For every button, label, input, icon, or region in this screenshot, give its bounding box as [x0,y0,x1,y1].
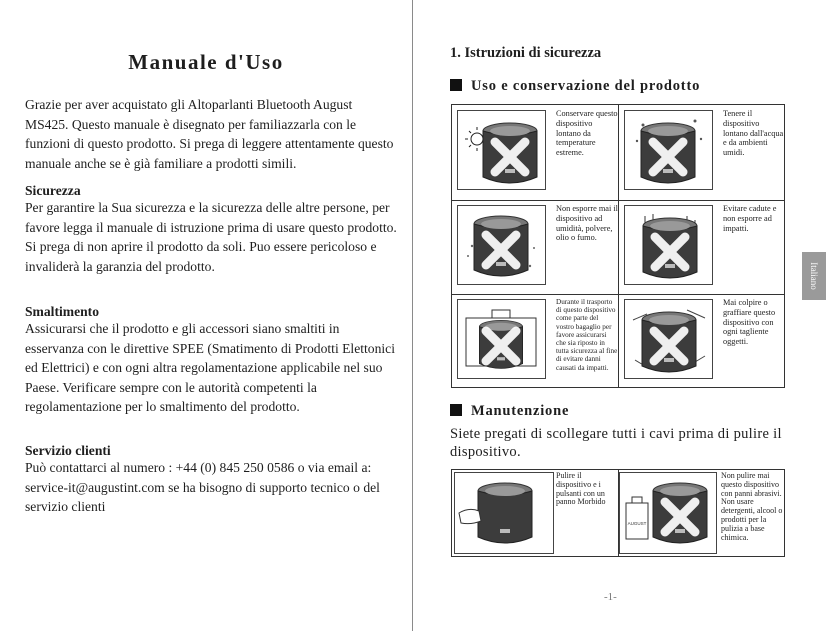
maintenance-heading-text: Manutenzione [471,403,570,419]
safety-cell-dust [452,200,619,295]
page-divider [412,0,413,631]
chemicals-illustration [619,472,717,554]
scratch-illustration [624,299,713,379]
safety-cell-luggage [452,294,619,389]
service-text: Può contattarci al numero : +44 (0) 845 250 0586 o via email a: service-it@augustint.com se ha bisogno di supporto tecnico o del servizio clienti [25,460,380,515]
use-heading [450,78,700,95]
bottle-label: AUGUST [627,521,647,526]
disposal-heading: Smaltimento [25,304,100,319]
safety-cell-water [619,105,786,200]
service-heading: Servizio clienti [25,443,111,458]
section-title: 1. Istruzioni di sicurezza [450,45,602,61]
dust-illustration [457,205,546,285]
caption-luggage: Durante il trasporto di questo dispositivo come parte del vostro bagaglio per favore assicurarsi che sia riposto in tutta sicurezza al fine di evitare danni causati da impatti. [556,298,618,372]
square-bullet-icon [450,79,462,91]
caption-dust: Non esporre mai il dispositivo ad umidità, polvere, olio o fumo. [556,204,618,243]
safety-cell-scratch [619,294,786,389]
cleaner-bottle-icon [626,497,648,539]
safety-text: Per garantire la Sua sicurezza e la sicurezza delle altre persone, per favore legga il manuale di istruzione prima di usare questo prodotto. Si prega di non aprire il prodotto da soli. Puo essere pericoloso e invaliderà la garanzia del prodotto. [25,200,397,274]
left-page [0,0,412,631]
document-title: Manuale d'Uso [128,50,284,74]
safety-heading: Sicurezza [25,183,81,198]
caption-drop: Evitare cadute e non esporre ad impatti. [723,204,777,233]
maint-cell-clean [452,470,619,556]
hand-cloth-icon [459,509,481,523]
clean-illustration [454,472,554,554]
caption-clean: Pulire il dispositivo e i pulsanti con un panno Morbido [556,471,606,507]
language-tab-label: Italiano [809,262,819,290]
maintenance-text: Siete pregati di scollegare tutti i cavi prima di pulire il dispositivo. [450,426,782,460]
speaker-icon [478,483,532,543]
page-number: -1- [604,591,617,603]
caption-water: Tenere il dispositivo lontano dall'acqua e da ambienti umidi. [723,109,784,158]
safety-section [25,183,397,276]
maintenance-heading [450,403,569,420]
safety-cell-temperature [452,105,619,200]
use-heading-text: Uso e conservazione del prodotto [471,78,701,94]
intro-text: Grazie per aver acquistato gli Altoparlanti Bluetooth August MS425. Questo manuale è disegnato per familiazzarla con le funzioni di questo prodotto. Si prega di leggere attentamente questo manuale anche se è già familiare a prodotti simili. [25,97,394,171]
right-page [414,0,826,631]
water-illustration [624,110,713,190]
disposal-section [25,304,397,417]
safety-cell-drop [619,200,786,295]
maint-cell-no-chemicals [619,470,786,556]
luggage-illustration [457,299,546,379]
disposal-text: Assicurarsi che il prodotto e gli accessori siano smaltiti in esservanza con le direttive SPEE (Smatimento di Prodotti Elettonici ed Elettrici) e con ogni altra regolamentazione applicabile nel suo Paese. Verificare sempre con le autorità competenti la regolamentazione per lo smaltimento del prodotto. [25,321,395,415]
caption-no-chemicals: Non pulire mai questo dispositivo con panni abrasivi. Non usare detergenti, alcool o prodotti per la pulizia a base chimica. [721,471,783,542]
intro-paragraph [25,95,397,173]
caption-scratch: Mai colpire o graffiare questo dispositivo con ogni tagliente oggetti. [723,298,776,347]
service-section [25,443,397,517]
caption-temperature: Conservare questo dispositivo lontano da temperature estreme. [556,109,618,158]
safety-grid [451,104,785,388]
square-bullet-icon [450,404,462,416]
temperature-illustration [457,110,546,190]
drop-illustration [624,205,713,285]
language-tab [802,252,826,300]
maintenance-grid [451,469,785,557]
